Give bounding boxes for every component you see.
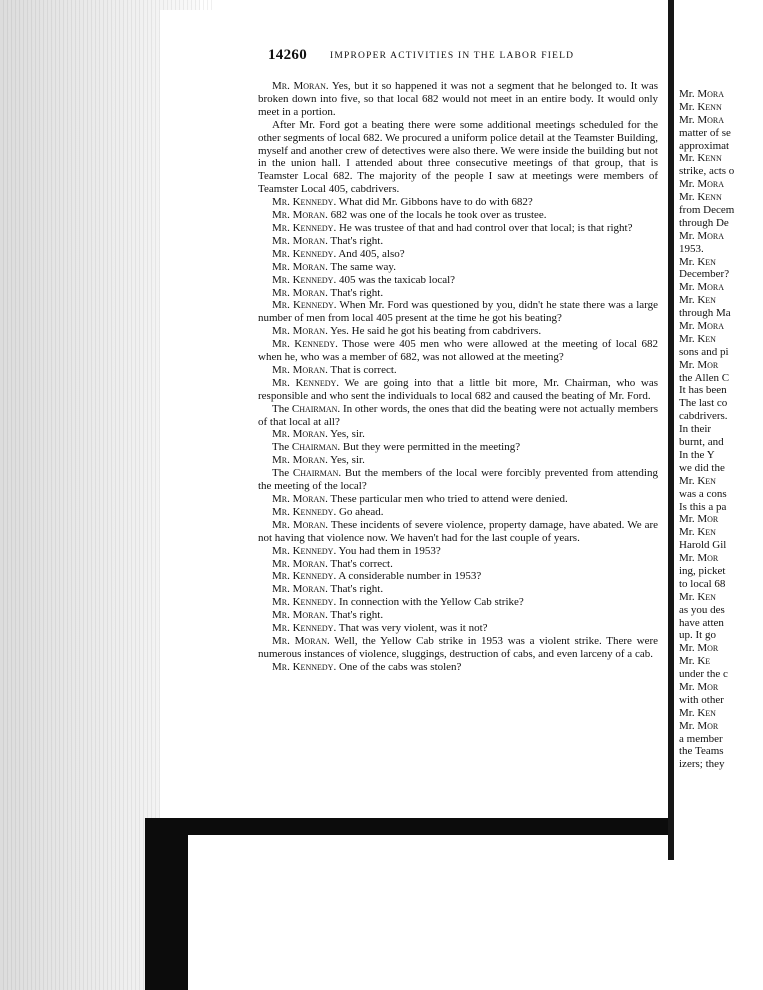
paragraph-text: The: [272, 467, 293, 480]
facing-page-line: have atten: [679, 616, 724, 629]
speaker-name: Mr. Kennedy.: [272, 338, 338, 351]
scan-bottom-area: [188, 835, 763, 990]
speaker-name: Mr. Moran.: [272, 260, 328, 273]
facing-page-line: ing, picket: [679, 564, 726, 577]
paragraph-text: After Mr. Ford got a beating there were some additional meetings scheduled for the other segments of local 682. We procured a uniform police detail at the Teamster Building, myself and another crew of detectives were also there. We were inside the building but not in the union hall. I attended about three consecutive meetings of that group, that is Teamster Local 682. The majority of the people I saw at meetings were members of Teamster Local 405, cabdrivers.: [258, 118, 658, 196]
paragraph-text: The same way.: [327, 260, 396, 273]
transcript-paragraph: [258, 80, 658, 119]
speaker-name: Mr. Moran.: [272, 583, 328, 596]
left-column-text: [258, 80, 658, 674]
speaker-name: Mr. Moran.: [272, 493, 328, 505]
speaker-name: Mr. Kennedy.: [272, 570, 337, 583]
transcript-paragraph: [258, 441, 658, 454]
transcript-paragraph: [258, 377, 658, 403]
paragraph-text: Yes, sir.: [327, 428, 365, 441]
facing-page-line: izers; they: [679, 758, 725, 771]
paragraph-text: Yes. He said he got his beating from cabdrivers.: [327, 325, 542, 338]
speaker-name: Mr. Kennedy.: [272, 273, 337, 286]
paragraph-text: That's right.: [327, 583, 384, 596]
transcript-paragraph: [258, 596, 658, 609]
paragraph-text: Yes, sir.: [327, 454, 365, 467]
facing-page-line: through Ma: [679, 307, 731, 320]
paragraph-text: Go ahead.: [336, 505, 384, 518]
facing-page-line: Mr. Ken: [679, 474, 716, 487]
speaker-name: Mr. Kennedy.: [272, 221, 337, 234]
transcript-paragraph: [258, 287, 658, 300]
facing-page-line: Mr. Mor: [679, 513, 719, 526]
speaker-name: Mr. Kennedy.: [272, 660, 337, 673]
facing-page-line: Mr. Ken: [679, 255, 716, 268]
speaker-name: Mr. Kennedy.: [272, 622, 337, 635]
paragraph-text: But the members of the local were forcibly prevented from attending the meeting of the local?: [258, 467, 658, 493]
paragraph-text: That was very violent, was it not?: [336, 622, 488, 635]
facing-page-line: In their: [679, 423, 712, 436]
paragraph-text: One of the cabs was stolen?: [336, 660, 462, 673]
speaker-name: Chairman.: [291, 402, 341, 415]
facing-page-line: as you des: [679, 603, 725, 616]
facing-page-line: December?: [679, 268, 730, 281]
running-head: IMPROPER ACTIVITIES IN THE LABOR FIELD: [330, 51, 575, 61]
paragraph-text: But they were permitted in the meeting?: [340, 441, 521, 454]
paragraph-text: That's right.: [327, 609, 384, 622]
speaker-name: Mr. Moran.: [272, 286, 328, 299]
facing-page-line: It has been: [679, 384, 727, 397]
facing-page-line: under the c: [679, 668, 728, 681]
paragraph-text: 405 was the taxicab local?: [336, 273, 456, 286]
speaker-name: Mr. Kennedy.: [272, 299, 337, 312]
speaker-name: Mr. Moran.: [272, 428, 328, 441]
transcript-paragraph: [258, 428, 658, 441]
facing-page-line: was a cons: [679, 487, 727, 500]
transcript-paragraph: [258, 403, 658, 429]
facing-page-line: The last co: [679, 397, 728, 410]
speaker-name: Mr. Kennedy.: [272, 376, 340, 389]
paragraph-text: We are going into that a little bit more, Mr. Chairman, who was responsible and who sent the individuals to local 682 and caused the beating of Mr. Ford.: [258, 376, 658, 402]
speaker-name: Mr. Kennedy.: [272, 544, 337, 557]
transcript-paragraph: [258, 454, 658, 467]
transcript-paragraph: [258, 119, 658, 196]
transcript-paragraph: [258, 622, 658, 635]
paragraph-text: A considerable number in 1953?: [336, 570, 482, 583]
facing-page-line: we did the: [679, 461, 725, 474]
facing-page-line: Is this a pa: [679, 500, 727, 513]
page-header: [268, 47, 658, 67]
speaker-name: Mr. Moran.: [272, 634, 330, 647]
paragraph-text: He was trustee of that and had control over that local; is that right?: [336, 221, 633, 234]
paragraph-text: Well, the Yellow Cab strike in 1953 was a violent strike. There were numerous instances of violence, sluggings, destruction of cabs, and even larceny of a cab.: [258, 634, 658, 660]
paragraph-text: That's right.: [327, 234, 384, 247]
facing-page-line: Mr. Mora: [679, 281, 725, 294]
facing-page-line: from Decem: [679, 204, 735, 217]
paragraph-text: In connection with the Yellow Cab strike?: [336, 596, 524, 609]
transcript-paragraph: [258, 364, 658, 377]
paragraph-text: The: [272, 441, 292, 454]
transcript-paragraph: [258, 261, 658, 274]
facing-page-line: Mr. Mor: [679, 642, 719, 655]
speaker-name: Mr. Moran.: [272, 363, 328, 376]
paragraph-text: These particular men who tried to attend were denied.: [327, 493, 568, 505]
paragraph-text: Those were 405 men who were allowed at the meeting of local 682 when he, who was a member of 682, was not allowed at the meeting?: [258, 338, 659, 364]
transcript-paragraph: [258, 661, 658, 674]
facing-page-line: with other: [679, 693, 724, 706]
paragraph-text: What did Mr. Gibbons have to do with 682?: [336, 196, 533, 209]
facing-page-line: Mr. Mora: [679, 229, 725, 242]
facing-page-line: Mr. Mor: [679, 358, 719, 371]
paragraph-text: In other words, the ones that did the beating were not actually members of that local at all?: [258, 402, 659, 428]
speaker-name: Chairman.: [291, 441, 341, 454]
transcript-paragraph: [258, 493, 658, 506]
facing-page-line: strike, acts o: [679, 165, 735, 178]
facing-page-line: a member: [679, 732, 723, 745]
paragraph-text: You had them in 1953?: [336, 544, 441, 557]
transcript-paragraph: [258, 196, 658, 209]
speaker-name: Mr. Moran.: [272, 454, 328, 467]
transcript-paragraph: [258, 299, 658, 325]
paragraph-text: 682 was one of the locals he took over as trustee.: [327, 209, 547, 222]
transcript-paragraph: [258, 506, 658, 519]
transcript-paragraph: [258, 519, 658, 545]
page-number: 14260: [268, 47, 307, 63]
facing-page-line: matter of se: [679, 126, 731, 139]
speaker-name: Mr. Kennedy.: [272, 196, 337, 209]
facing-page-line: up. It go: [679, 629, 716, 642]
paragraph-text: When Mr. Ford was questioned by you, didn't he state there was a large number of men from local 405 present at the time he got his beating?: [258, 299, 658, 325]
speaker-name: Mr. Moran.: [272, 80, 329, 92]
facing-page-line: burnt, and: [679, 436, 724, 449]
paragraph-text: That's correct.: [327, 557, 393, 570]
transcript-paragraph: [258, 274, 658, 287]
facing-page-line: Mr. Mor: [679, 719, 719, 732]
transcript-paragraph: [258, 209, 658, 222]
transcript-paragraph: [258, 609, 658, 622]
facing-page-line: Mr. Ken: [679, 294, 716, 307]
transcript-paragraph: [258, 325, 658, 338]
paragraph-text: Yes, but it so happened it was not a segment that he belonged to. It was broken down into five, so that local 682 would not meet in an entire body. It would only meet in a portion.: [258, 80, 658, 118]
facing-page-line: the Teams: [679, 745, 724, 758]
facing-page-line: Mr. Ken: [679, 590, 716, 603]
speaker-name: Mr. Kennedy.: [272, 596, 337, 609]
speaker-name: Mr. Moran.: [272, 234, 328, 247]
paragraph-text: These incidents of severe violence, property damage, have abated. We are not having that violence now. We haven't had for the last couple of years.: [258, 518, 658, 544]
facing-page-line: Mr. Ken: [679, 332, 716, 345]
facing-page-line: Mr. Mora: [679, 320, 725, 333]
facing-page-line: to local 68: [679, 577, 726, 590]
speaker-name: Mr. Moran.: [272, 518, 329, 531]
facing-page-line: Mr. Mora: [679, 88, 725, 100]
transcript-paragraph: [258, 467, 658, 493]
facing-page-line: the Allen C: [679, 371, 730, 384]
facing-page-line: Mr. Mora: [679, 178, 725, 191]
facing-page: [674, 8, 763, 838]
facing-page-line: Mr. Ken: [679, 706, 716, 719]
speaker-name: Chairman.: [292, 467, 342, 480]
facing-page-line: Mr. Kenn: [679, 152, 722, 165]
transcript-paragraph: [258, 583, 658, 596]
speaker-name: Mr. Moran.: [272, 609, 328, 622]
facing-page-line: Mr. Kenn: [679, 100, 722, 113]
transcript-paragraph: [258, 635, 658, 661]
speaker-name: Mr. Moran.: [272, 209, 328, 222]
facing-page-line: through De: [679, 216, 729, 229]
facing-page-line: 1953.: [679, 242, 704, 255]
facing-page-line: Mr. Ken: [679, 526, 716, 539]
transcript-paragraph: [258, 248, 658, 261]
transcript-paragraph: [258, 545, 658, 558]
transcript-paragraph: [258, 222, 658, 235]
speaker-name: Mr. Kennedy.: [272, 247, 337, 260]
facing-page-line: In the Y: [679, 448, 715, 461]
facing-page-line: sons and pi: [679, 345, 729, 358]
facing-page-line: approximat: [679, 139, 730, 152]
speaker-name: Mr. Moran.: [272, 557, 328, 570]
transcript-paragraph: [258, 570, 658, 583]
paragraph-text: And 405, also?: [336, 247, 405, 260]
facing-page-line: Mr. Kenn: [679, 191, 722, 204]
paragraph-text: That is correct.: [327, 363, 397, 376]
facing-page-line: Mr. Mor: [679, 552, 719, 565]
facing-page-line: Mr. Mor: [679, 680, 719, 693]
speaker-name: Mr. Kennedy.: [272, 505, 337, 518]
speaker-name: Mr. Moran.: [272, 325, 328, 338]
transcript-paragraph: [258, 558, 658, 571]
facing-page-line: Mr. Ke: [679, 655, 711, 668]
paragraph-text: The: [272, 402, 292, 415]
facing-page-line: Harold Gil: [679, 539, 727, 552]
facing-page-line: cabdrivers.: [679, 410, 728, 423]
right-column-text: [679, 88, 763, 771]
transcript-paragraph: [258, 338, 658, 364]
facing-page-line: Mr. Mora: [679, 113, 725, 126]
paragraph-text: That's right.: [327, 286, 384, 299]
transcript-paragraph: [258, 235, 658, 248]
